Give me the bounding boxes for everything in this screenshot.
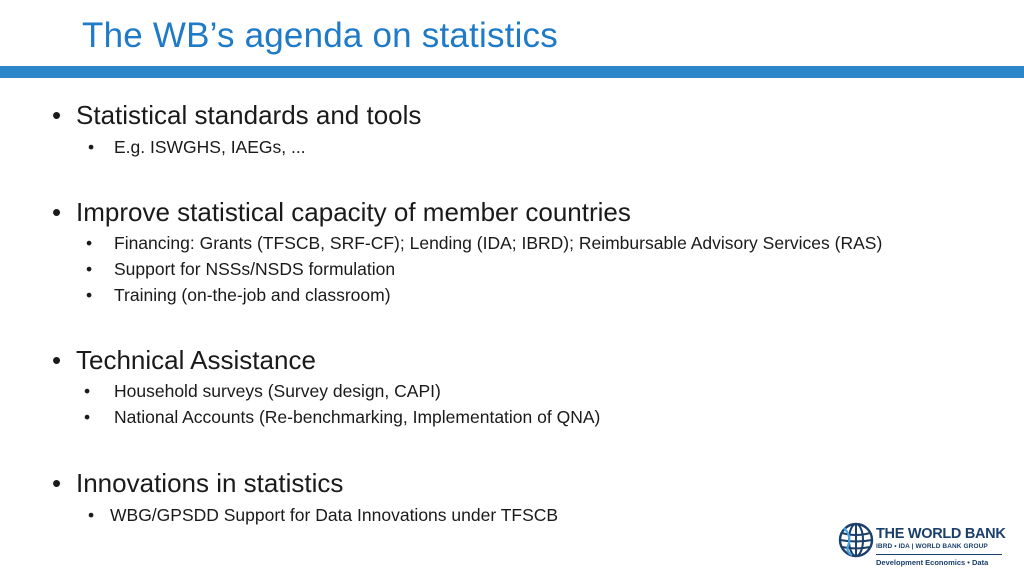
sub-bullet-text: E.g. ISWGHS, IAEGs, ... [114,137,306,157]
world-bank-logo [836,520,1006,572]
bullet-dot: • [52,345,62,375]
bullet-dot: • [52,468,62,498]
bullet-label: Technical Assistance [76,345,316,375]
sub-bullet-dot: • [88,137,95,157]
sub-bullet-dot: • [86,233,93,253]
sub-bullet-text: Household surveys (Survey design, CAPI) [114,381,441,401]
bullet-item [52,468,343,499]
slide-title: The WB’s agenda on statistics [82,16,558,55]
sub-bullet-dot: • [84,381,91,401]
bullet-dot: • [52,100,62,130]
sub-bullet-text: WBG/GPSDD Support for Data Innovations under TFSCB [110,505,559,525]
logo-divider [876,554,1002,555]
globe-icon [838,522,874,558]
sub-bullet-text: Support for NSSs/NSDS formulation [114,259,396,279]
sub-bullet-text: Training (on-the-job and classroom) [114,285,391,305]
sub-bullet-dot: • [86,259,93,279]
bullet-label: Innovations in statistics [76,468,344,498]
sub-bullet-text: Financing: Grants (TFSCB, SRF-CF); Lending (IDA; IBRD); Reimbursable Advisory Services (RAS) [114,233,883,253]
sub-bullet-dot: • [84,407,91,427]
logo-subtitle: IBRD • IDA | WORLD BANK GROUP [876,543,988,550]
logo-department: Development Economics • Data [876,558,989,567]
bullet-label: Statistical standards and tools [76,100,422,130]
bullet-dot: • [52,197,62,227]
sub-bullet-dot: • [86,285,93,305]
sub-bullet-text: National Accounts (Re-benchmarking, Implementation of QNA) [114,407,601,427]
logo-name: THE WORLD BANK [876,526,1006,542]
sub-bullet-dot: • [88,505,95,525]
bullet-item [52,197,631,228]
bullet-item [52,345,316,376]
bullet-label: Improve statistical capacity of member countries [76,197,631,227]
bullet-item [52,100,421,131]
